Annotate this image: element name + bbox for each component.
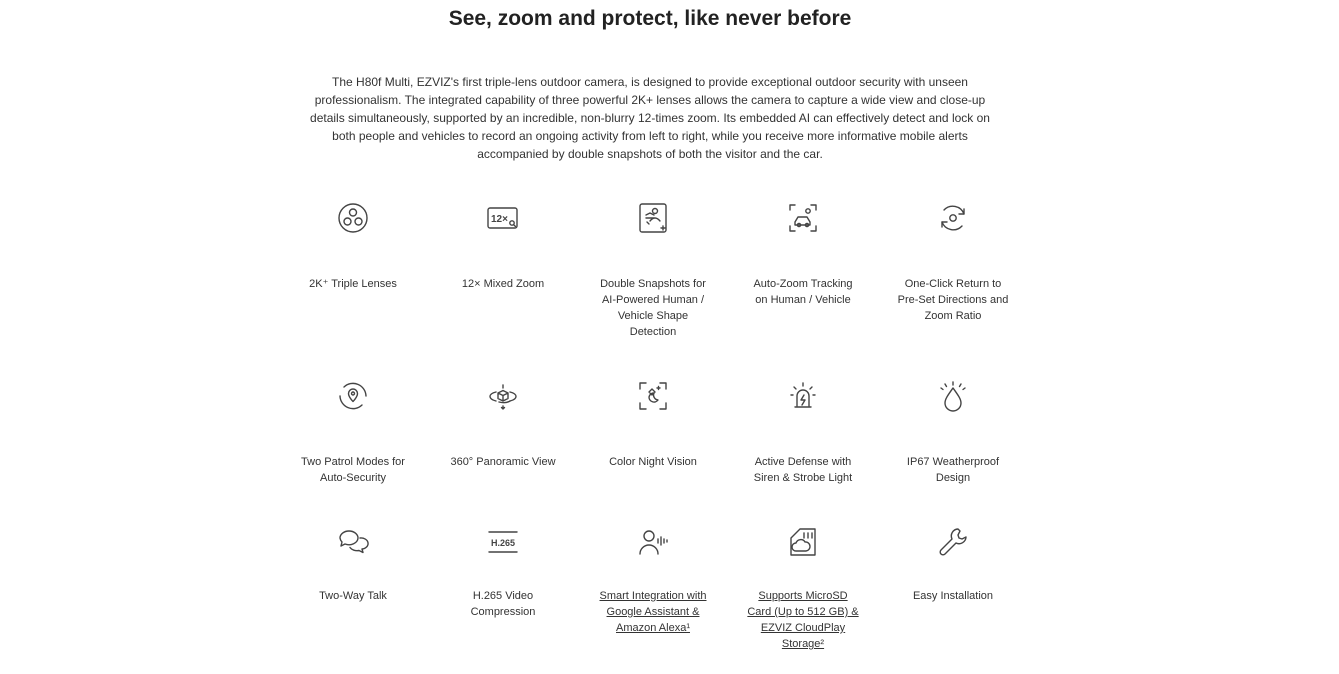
feature-microsd-cloudplay: [728, 524, 878, 674]
feature-active-defense: [728, 378, 878, 524]
feature-smart-integration: [578, 524, 728, 674]
sd-card-icon: [785, 524, 821, 560]
feature-two-way-talk: [278, 524, 428, 674]
feature-label: 2K⁺ Triple Lenses: [309, 278, 397, 290]
snapshot-icon: [635, 200, 671, 236]
feature-panoramic-view: [428, 378, 578, 524]
features-row: [278, 524, 1028, 674]
feature-h265: [428, 524, 578, 674]
feature-triple-lenses: [278, 200, 428, 378]
feature-label: H.265 Video Compression: [470, 590, 536, 618]
feature-label: Auto-Zoom Tracking on Human / Vehicle: [753, 278, 853, 306]
feature-auto-zoom-tracking: [728, 200, 878, 378]
zoom-icon: [485, 200, 521, 236]
panoramic-icon: [485, 378, 521, 414]
return-icon: [935, 200, 971, 236]
product-description: The H80f Multi, EZVIZ's first triple-lens outdoor camera, is designed to provide exceptional outdoor security with unseen professionalism. The integrated capability of three powerful 2K+ lenses allows the camera to capture a wide view and close-up details simultaneously, supported by an incredible, non-blurry 12-times zoom. Its embedded AI can effectively detect and lock on both people and vehicles to record an ongoing activity from left to right, while you receive more informative mobile alerts accompanied by double snapshots of both the visitor and the car.: [310, 75, 990, 161]
weatherproof-icon: [935, 378, 971, 414]
features-row: [278, 378, 1028, 524]
feature-label: Double Snapshots for AI-Powered Human / Vehicle Shape Detection: [600, 278, 706, 338]
siren-icon: [785, 378, 821, 414]
feature-label: Easy Installation: [912, 590, 994, 602]
smart-integration-link[interactable]: Smart Integration with Google Assistant & Amazon Alexa¹: [599, 590, 707, 634]
feature-one-click-return: [878, 200, 1028, 378]
feature-label: 360° Panoramic View: [450, 456, 556, 468]
feature-label: One-Click Return to Pre-Set Directions and Zoom Ratio: [897, 278, 1009, 322]
feature-ip67-weatherproof: [878, 378, 1028, 524]
section-heading: See, zoom and protect, like never before: [448, 7, 852, 30]
feature-easy-installation: [878, 524, 1028, 674]
feature-mixed-zoom: [428, 200, 578, 378]
svg-text:12×: 12×: [491, 214, 508, 225]
microsd-cloudplay-link[interactable]: Supports MicroSD Card (Up to 512 GB) & EZVIZ CloudPlay Storage²: [747, 590, 859, 650]
feature-patrol-modes: [278, 378, 428, 524]
svg-text:H.265: H.265: [491, 538, 516, 548]
h265-icon: [485, 524, 521, 560]
voice-assistant-icon: [635, 524, 671, 560]
tracking-icon: [785, 200, 821, 236]
feature-double-snapshots: [578, 200, 728, 378]
feature-label: Two Patrol Modes for Auto-Security: [301, 456, 405, 484]
triple-lens-icon: [335, 200, 371, 236]
patrol-icon: [335, 378, 371, 414]
feature-color-night-vision: [578, 378, 728, 524]
feature-label: Color Night Vision: [609, 456, 697, 468]
features-grid: [278, 200, 1028, 674]
feature-label: IP67 Weatherproof Design: [906, 456, 1000, 484]
feature-label: 12× Mixed Zoom: [461, 278, 545, 290]
feature-label: Two-Way Talk: [319, 590, 387, 602]
features-row: [278, 200, 1028, 378]
feature-label: Active Defense with Siren & Strobe Light: [753, 456, 853, 484]
night-vision-icon: [635, 378, 671, 414]
chat-icon: [335, 524, 371, 560]
wrench-icon: [935, 524, 971, 560]
